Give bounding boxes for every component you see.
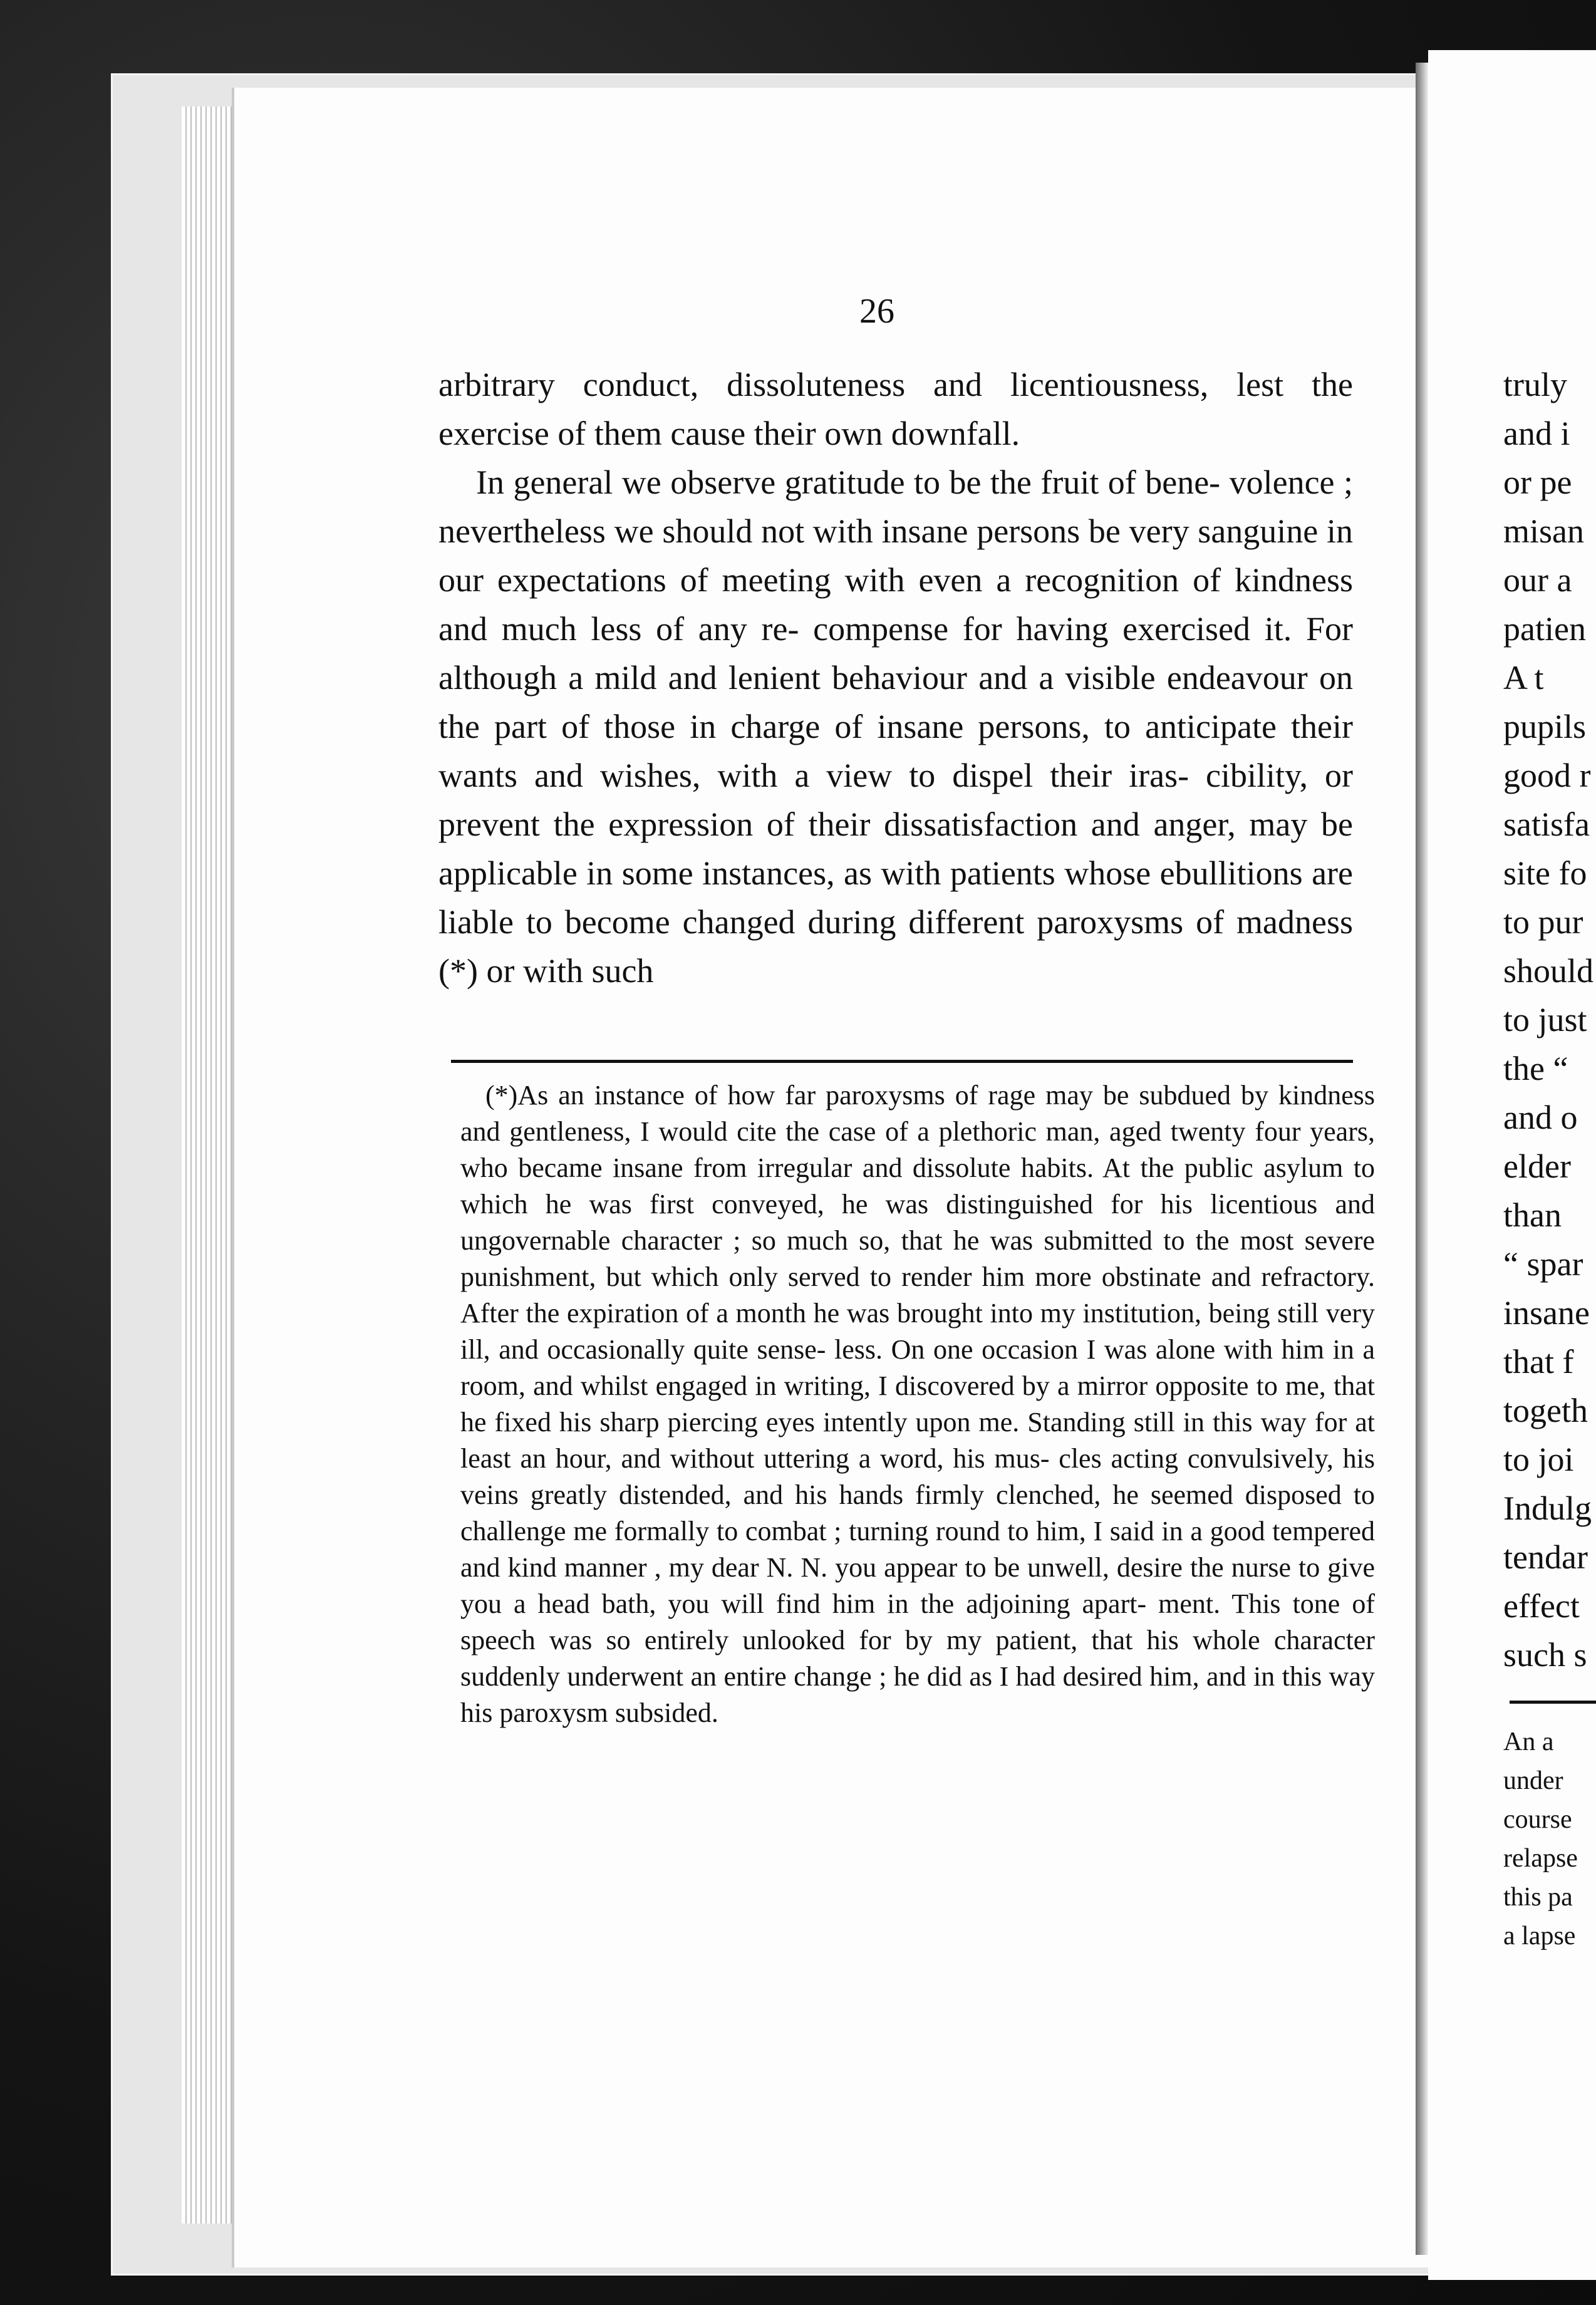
right-line: elder — [1503, 1147, 1571, 1185]
right-line: should — [1503, 952, 1594, 990]
right-note-line: course — [1503, 1805, 1572, 1834]
right-line: effect — [1503, 1587, 1580, 1625]
right-note-line: a lapse — [1503, 1922, 1576, 1950]
page-edges — [182, 106, 232, 2224]
right-line: tendar — [1503, 1538, 1588, 1576]
paragraph-1: arbitrary conduct, dissoluteness and licentiousness, lest the exercise of them cause their own downfall. — [438, 366, 1353, 452]
right-note-line: under — [1503, 1766, 1563, 1795]
right-line: our a — [1503, 561, 1572, 599]
right-line: truly — [1503, 366, 1567, 403]
paragraph-2: In general we observe gratitude to be the fruit of bene- volence ; nevertheless we should not with insane persons be very sanguine in our expectations of meeting with even a recognition of kindness and much less of any re- compense for having exercised it. For although a mild and lenient behaviour and a visible endeavour on the part of those in charge of insane persons, to anticipate their wants and wishes, with a view to dispel their iras- cibility, or prevent the expression of their dissatisfaction and anger, may be applicable in some instances, as with patients whose ebullitions are liable to become changed during different paroxysms of madness (*) or with such — [438, 464, 1353, 990]
right-page-text — [1503, 360, 1596, 1679]
right-note-line: relapse — [1503, 1844, 1578, 1873]
right-line: and o — [1503, 1099, 1578, 1136]
right-line: patien — [1503, 610, 1586, 648]
right-line: Indulg — [1503, 1489, 1592, 1527]
book-gutter — [1416, 63, 1428, 2255]
right-line: that f — [1503, 1343, 1574, 1380]
right-page-footnote — [1503, 1722, 1596, 1955]
right-line: “ spar — [1503, 1245, 1583, 1283]
right-line: satisfa — [1503, 805, 1590, 843]
right-line: A t — [1503, 659, 1544, 697]
right-line: insane — [1503, 1294, 1590, 1332]
right-footnote-rule — [1510, 1701, 1596, 1704]
right-line: or pe — [1503, 464, 1572, 501]
right-note-line: this pa — [1503, 1883, 1573, 1912]
right-line: the “ — [1503, 1050, 1568, 1087]
right-line: site fo — [1503, 854, 1587, 892]
right-line: togeth — [1503, 1392, 1588, 1429]
footnote-text: (*)As an instance of how far paroxysms of rage may be subdued by kindness and gentleness, I would cite the case of a plethoric man, aged twenty four years, who became insane from irregular and dissolute habits. At the public asylum to which he was first conveyed, he was distinguished for his licentious and ungovernable character ; so much so, that he was submitted to the most severe punishment, but which only served to render him more obstinate and refractory. After the expiration of a month he was brought into my institution, being still very ill, and occasionally quite sense- less. On one occasion I was alone with him in a room, and whilst engaged in writing, I discovered by a mirror opposite to me, that he fixed his sharp piercing eyes intently upon me. Standing still in this way for at least an hour, and without uttering a word, his mus- cles acting convulsively, his veins greatly distended, and his hands firmly clenched, he seemed disposed to challenge me formally to combat ; turning round to him, I said in a good tempered and kind manner , my dear N. N. you appear to be unwell, desire the nurse to give you a head bath, you will find him in the adjoining apart- ment. This tone of speech was so entirely unlooked for by my patient, that his whole character suddenly underwent an entire change ; he did as I had desired him, and in this way his paroxysm subsided. — [460, 1080, 1375, 1728]
right-line: to pur — [1503, 903, 1583, 941]
footnote-rule — [451, 1060, 1353, 1063]
right-line: such s — [1503, 1636, 1587, 1674]
right-line: misan — [1503, 512, 1584, 550]
right-line: than — [1503, 1196, 1562, 1234]
right-line: pupils — [1503, 708, 1587, 745]
right-line: good r — [1503, 757, 1591, 794]
right-note-line: An a — [1503, 1727, 1554, 1756]
right-line: to joi — [1503, 1441, 1574, 1478]
page-number: 26 — [859, 292, 894, 331]
body-text — [438, 360, 1353, 995]
footnote — [460, 1077, 1375, 1731]
right-line: to just — [1503, 1001, 1587, 1039]
right-line: and i — [1503, 415, 1570, 452]
